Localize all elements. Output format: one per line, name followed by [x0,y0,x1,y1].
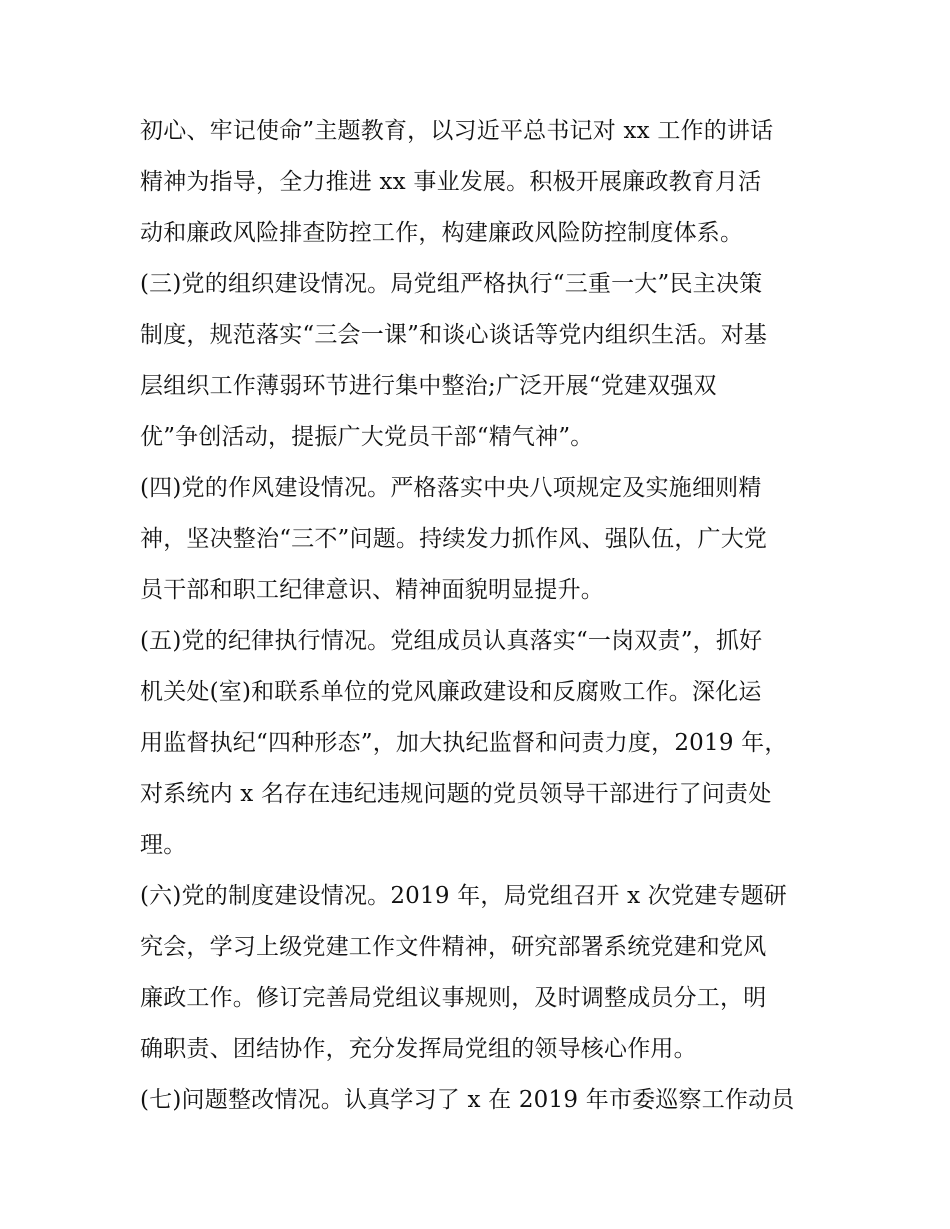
text-line: 层组织工作薄弱环节进行集中整治;广泛开展“党建双强双 [140,373,717,399]
text-line: (五)党的纪律执行情况。党组成员认真落实“一岗双责”，抓好 [140,628,763,654]
text-line: 对系统内 x 名存在违纪违规问题的党员领导干部进行了问责处 [140,781,772,807]
text-line: (四)党的作风建设情况。严格落实中央八项规定及实施细则精 [140,475,762,501]
text-line: 理。 [140,832,187,858]
text-line: 精神为指导，全力推进 xx 事业发展。积极开展廉政教育月活 [140,169,762,195]
text-line: 初心、牢记使命”主题教育，以习近平总书记对 xx 工作的讲话 [140,118,774,144]
text-line: 制度，规范落实“三会一课”和谈心谈话等党内组织生活。对基 [140,322,768,348]
text-line: (七)问题整改情况。认真学习了 x 在 2019 年市委巡察工作动员 [140,1087,795,1113]
text-line: 用监督执纪“四种形态”，加大执纪监督和问责力度，2019 年， [140,730,788,756]
text-line: 机关处(室)和联系单位的党风廉政建设和反腐败工作。深化运 [140,679,762,705]
text-line: 究会，学习上级党建工作文件精神，研究部署系统党建和党风 [140,934,767,960]
text-line: 神，坚决整治“三不”问题。持续发力抓作风、强队伍，广大党 [140,526,768,552]
text-line: 员干部和职工纪律意识、精神面貌明显提升。 [140,577,604,603]
text-line: 优”争创活动，提振广大党员干部“精气神”。 [140,424,594,450]
text-line: (六)党的制度建设情况。2019 年，局党组召开 x 次党建专题研 [140,883,787,909]
text-line: (三)党的组织建设情况。局党组严格执行“三重一大”民主决策 [140,271,763,297]
text-line: 确职责、团结协作，充分发挥局党组的领导核心作用。 [140,1036,697,1062]
text-line: 动和廉政风险排查防控工作，构建廉政风险防控制度体系。 [140,220,744,246]
text-line: 廉政工作。修订完善局党组议事规则，及时调整成员分工，明 [140,985,767,1011]
document-body [140,106,820,1126]
